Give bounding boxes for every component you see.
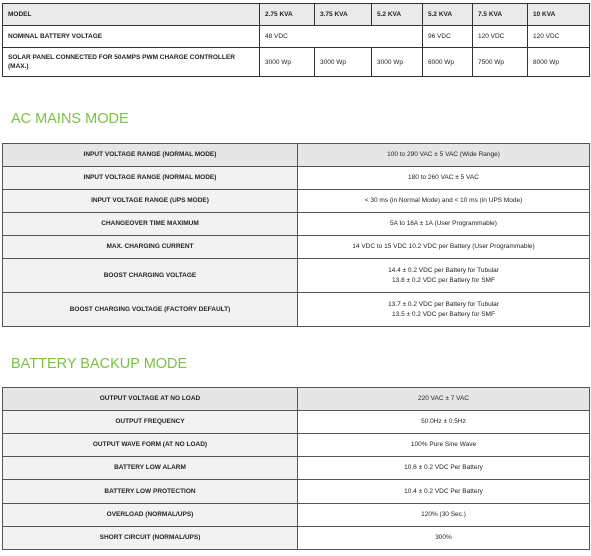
value-line: < 30 ms (in Normal Mode) and < 10 ms (in UPS Mode)	[364, 197, 523, 204]
row-value	[298, 388, 590, 411]
value-line: 100% Pure Sine Wave	[410, 441, 477, 448]
table-row	[3, 190, 590, 213]
model-header-cell: 2.75 KVA	[260, 4, 315, 26]
table-row	[3, 293, 590, 327]
value-line: 300%	[435, 534, 452, 541]
cell-value: 7500 Wp	[473, 48, 528, 77]
table-row	[3, 26, 590, 48]
row-label: INPUT VOLTAGE RANGE (NORMAL MODE)	[3, 144, 298, 167]
battery-backup-title: BATTERY BACKUP MODE	[11, 356, 188, 372]
model-header-cell: MODEL	[3, 4, 260, 26]
table-row	[3, 411, 590, 434]
cell-value: 48 VDC	[260, 26, 423, 48]
value-line: 220 VAC ± 7 VAC	[417, 395, 470, 402]
cell-value: 96 VDC	[423, 26, 473, 48]
table-row	[3, 167, 590, 190]
value-line: 14 VDC to 15 VDC 10.2 VDC per Battery (User Programmable)	[352, 243, 535, 250]
table-row	[3, 48, 590, 77]
model-header-cell: 10 KVA	[528, 4, 590, 26]
table-row	[3, 480, 590, 504]
table-row	[3, 434, 590, 457]
value-line: 50.0Hz ± 0.5Hz	[421, 418, 466, 425]
value-line: 13.7 ± 0.2 VDC per Battery for Tubular	[388, 300, 499, 308]
row-value	[298, 527, 590, 550]
row-label: CHANGEOVER TIME MAXIMUM	[3, 213, 298, 236]
cell-value: 6000 Wp	[423, 48, 473, 77]
row-value	[298, 144, 590, 167]
table-row	[3, 259, 590, 293]
cell-value: 120 VDC	[473, 26, 528, 48]
value-line: 120% (30 Sec.)	[421, 511, 466, 518]
row-label: OUTPUT FREQUENCY	[3, 411, 298, 434]
row-label: OUTPUT WAVE FORM (AT NO LOAD)	[3, 434, 298, 457]
table-row	[3, 527, 590, 550]
ac-mains-title: AC MAINS MODE	[11, 111, 129, 127]
value-line: 180 to 260 VAC ± 5 VAC	[408, 174, 479, 181]
row-label: SHORT CIRCUIT (NORMAL/UPS)	[3, 527, 298, 550]
cell-value: 3000 Wp	[260, 48, 315, 77]
row-value	[298, 236, 590, 259]
model-header-cell: 3.75 KVA	[315, 4, 372, 26]
value-line: 10.4 ± 0.2 VDC Per Battery	[404, 487, 483, 495]
row-value	[298, 293, 590, 327]
row-value	[298, 213, 590, 236]
row-value	[298, 434, 590, 457]
value-line: 13.8 ± 0.2 VDC per Battery for SMF	[392, 276, 495, 284]
row-label: OUTPUT VOLTAGE AT NO LOAD	[3, 388, 298, 411]
row-value	[298, 190, 590, 213]
value-line: 13.5 ± 0.2 VDC per Battery for SMF	[392, 310, 495, 318]
table-row	[3, 213, 590, 236]
value-line: 14.4 ± 0.2 VDC per Battery for Tubular	[388, 266, 499, 274]
model-header-cell: 5.2 KVA	[372, 4, 423, 26]
table-row	[3, 504, 590, 527]
row-label: SOLAR PANEL CONNECTED FOR 50AMPS PWM CHARGE CONTROLLER (MAX.)	[3, 48, 260, 77]
row-label: INPUT VOLTAGE RANGE (UPS MODE)	[3, 190, 298, 213]
cell-value: 8000 Wp	[528, 48, 590, 77]
row-value	[298, 411, 590, 434]
model-header-cell: 5.2 KVA	[423, 4, 473, 26]
row-value	[298, 259, 590, 293]
cell-value: 3000 Wp	[372, 48, 423, 77]
row-label: BOOST CHARGING VOLTAGE	[3, 259, 298, 293]
row-label: NOMINAL BATTERY VOLTAGE	[3, 26, 260, 48]
row-value	[298, 167, 590, 190]
model-header-row	[3, 4, 590, 26]
row-label: BATTERY LOW PROTECTION	[3, 480, 298, 504]
table-row	[3, 388, 590, 411]
row-label: BATTERY LOW ALARM	[3, 457, 298, 480]
model-spec-table	[2, 3, 590, 77]
row-label: BOOST CHARGING VOLTAGE (FACTORY DEFAULT)	[3, 293, 298, 327]
value-line: 100 to 290 VAC ± 5 VAC (Wide Range)	[387, 151, 500, 158]
cell-value: 120 VDC	[528, 26, 590, 48]
model-header-cell: 7.5 KVA	[473, 4, 528, 26]
table-row	[3, 144, 590, 167]
row-value	[298, 457, 590, 480]
table-row	[3, 457, 590, 480]
row-value	[298, 504, 590, 527]
value-line: 5A to 18A ± 1A (User Programmable)	[390, 220, 497, 227]
row-label: OVERLOAD (NORMAL/UPS)	[3, 504, 298, 527]
ac-mains-table	[2, 143, 590, 327]
cell-value: 3000 Wp	[315, 48, 372, 77]
battery-backup-table	[2, 387, 590, 550]
value-line: 10.6 ± 0.2 VDC Per Battery	[404, 464, 483, 471]
row-value	[298, 480, 590, 504]
row-label: INPUT VOLTAGE RANGE (NORMAL MODE)	[3, 167, 298, 190]
table-row	[3, 236, 590, 259]
row-label: MAX. CHARGING CURRENT	[3, 236, 298, 259]
